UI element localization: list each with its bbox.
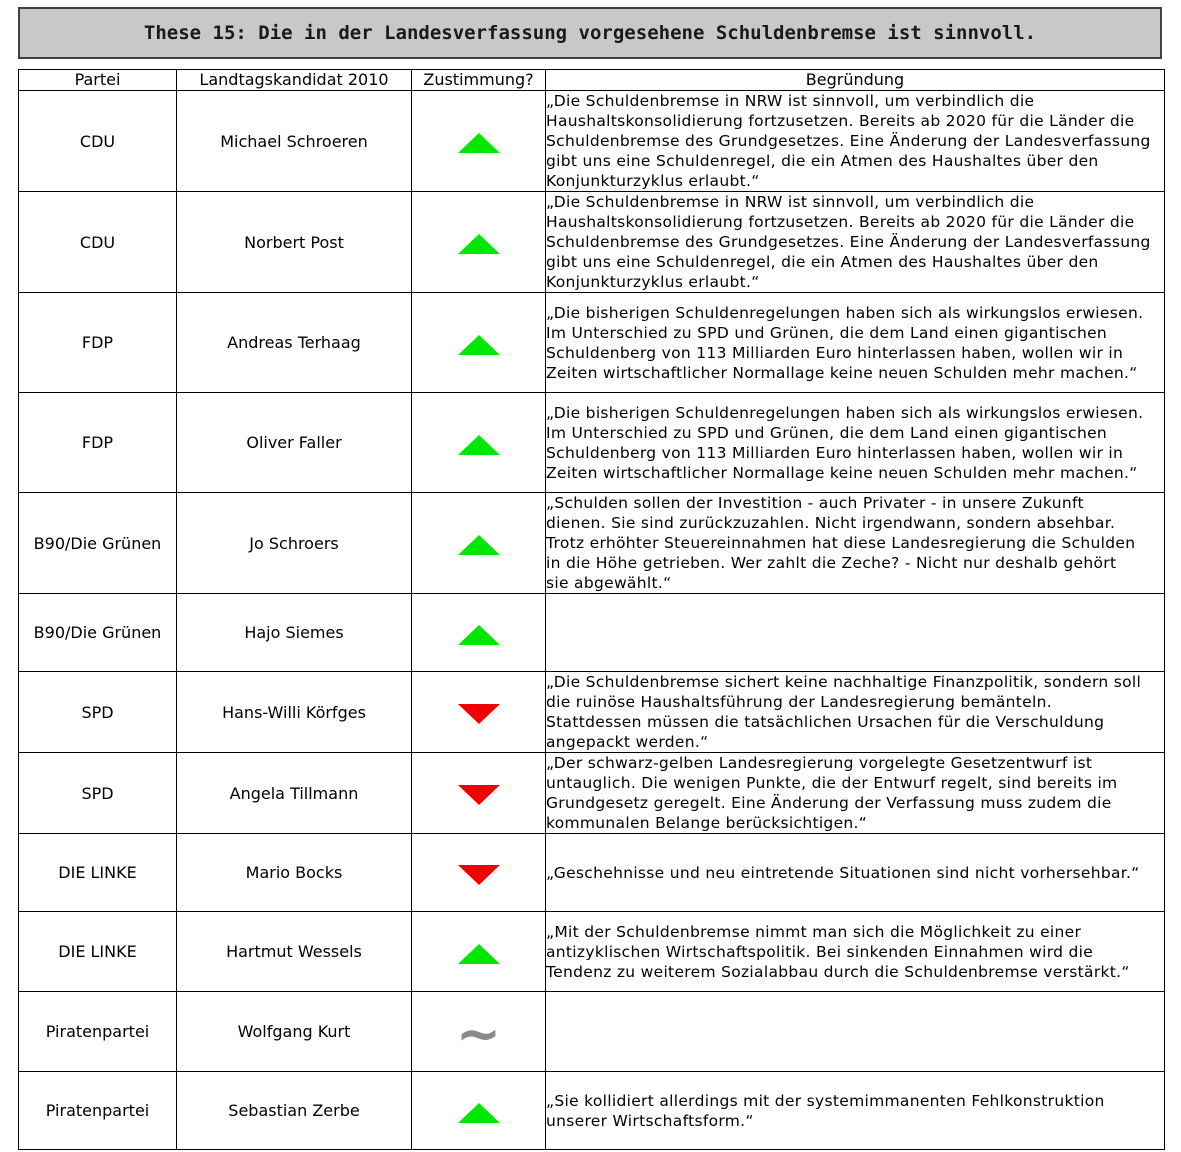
header-approval: Zustimmung?: [412, 70, 546, 91]
table-row: [19, 672, 1165, 753]
header-reason: Begründung: [546, 70, 1165, 91]
down-arrow-icon: [458, 785, 500, 805]
party-cell: CDU: [19, 91, 177, 192]
party-cell: DIE LINKE: [19, 912, 177, 992]
reason-cell: „Schulden sollen der Investition - auch Privater - in unsere Zukunft dienen. Sie sind zurückzuzahlen. Nicht irgendwann, sondern absehbar. Trotz erhöhter Steuereinnahmen hat diese Landesregierung die Schulden in die Höhe getrieben. Wer zahlt die Zeche? - Nicht nur deshalb gehört sie abgewählt.“: [546, 493, 1165, 594]
up-arrow-icon: [458, 1103, 500, 1123]
reason-cell: „Die Schuldenbremse in NRW ist sinnvoll, um verbindlich die Haushaltskonsolidierung fortzusetzen. Bereits ab 2020 für die Länder die Schuldenbremse des Grundgesetzes. Eine Änderung der Landesverfassung gibt uns eine Schuldenregel, die ein Atmen des Haushaltes über den Konjunkturzyklus erlaubt.“: [546, 91, 1165, 192]
down-arrow-icon: [458, 704, 500, 724]
table-row: [19, 493, 1165, 594]
up-arrow-icon: [458, 133, 500, 153]
candidate-cell: Michael Schroeren: [177, 91, 412, 192]
vote-cell: [412, 753, 546, 834]
down-arrow-icon: [458, 865, 500, 885]
header-party: Partei: [19, 70, 177, 91]
candidate-cell: Oliver Faller: [177, 393, 412, 493]
reason-cell: „Mit der Schuldenbremse nimmt man sich die Möglichkeit zu einer antizyklischen Wirtschaftspolitik. Bei sinkenden Einnahmen wird die Tendenz zu weiterem Sozialabbau durch die Schuldenbremse verstärkt.“: [546, 912, 1165, 992]
candidate-cell: Angela Tillmann: [177, 753, 412, 834]
reason-cell: [546, 992, 1165, 1072]
up-arrow-icon: [458, 335, 500, 355]
vote-cell: [412, 91, 546, 192]
header-row: [19, 70, 1165, 91]
party-cell: SPD: [19, 753, 177, 834]
table-row: [19, 192, 1165, 293]
vote-cell: [412, 1072, 546, 1150]
vote-cell: [412, 834, 546, 912]
table-row: [19, 753, 1165, 834]
vote-cell: [412, 992, 546, 1072]
candidate-cell: Norbert Post: [177, 192, 412, 293]
reason-cell: „Die bisherigen Schuldenregelungen haben sich als wirkungslos erwiesen. Im Unterschied zu SPD und Grünen, die dem Land einen gigantischen Schuldenberg von 113 Milliarden Euro hinterlassen haben, wollen wir in Zeiten wirtschaftlicher Normallage keine neuen Schulden mehr machen.“: [546, 393, 1165, 493]
party-cell: B90/Die Grünen: [19, 493, 177, 594]
vote-cell: [412, 594, 546, 672]
table-row: [19, 912, 1165, 992]
candidate-cell: Wolfgang Kurt: [177, 992, 412, 1072]
reason-cell: „Die Schuldenbremse sichert keine nachhaltige Finanzpolitik, sondern soll die ruinöse Haushaltsführung der Landesregierung bemänteln. Stattdessen müssen die tatsächlichen Ursachen für die Verschuldung angepackt werden.“: [546, 672, 1165, 753]
vote-cell: [412, 493, 546, 594]
table-row: [19, 393, 1165, 493]
up-arrow-icon: [458, 435, 500, 455]
party-cell: DIE LINKE: [19, 834, 177, 912]
candidate-cell: Hans-Willi Körfges: [177, 672, 412, 753]
party-cell: Piratenpartei: [19, 992, 177, 1072]
candidate-cell: Jo Schroers: [177, 493, 412, 594]
up-arrow-icon: [458, 234, 500, 254]
reason-cell: [546, 594, 1165, 672]
table-row: [19, 293, 1165, 393]
reason-cell: „Sie kollidiert allerdings mit der systemimmanenten Fehlkonstruktion unserer Wirtschaftsform.“: [546, 1072, 1165, 1150]
vote-cell: [412, 672, 546, 753]
party-cell: Piratenpartei: [19, 1072, 177, 1150]
up-arrow-icon: [458, 625, 500, 645]
party-cell: B90/Die Grünen: [19, 594, 177, 672]
positions-table: [18, 69, 1165, 1150]
candidate-cell: Mario Bocks: [177, 834, 412, 912]
candidate-cell: Andreas Terhaag: [177, 293, 412, 393]
table-row: [19, 834, 1165, 912]
tilde-icon: ~: [455, 1001, 502, 1065]
header-candidate: Landtagskandidat 2010: [177, 70, 412, 91]
vote-cell: [412, 393, 546, 493]
page-title: These 15: Die in der Landesverfassung vorgesehene Schuldenbremse ist sinnvoll.: [18, 7, 1162, 59]
reason-cell: „Die bisherigen Schuldenregelungen haben sich als wirkungslos erwiesen. Im Unterschied zu SPD und Grünen, die dem Land einen gigantischen Schuldenberg von 113 Milliarden Euro hinterlassen haben, wollen wir in Zeiten wirtschaftlicher Normallage keine neuen Schulden mehr machen.“: [546, 293, 1165, 393]
table-row: [19, 992, 1165, 1072]
table-row: [19, 91, 1165, 192]
candidate-cell: Hajo Siemes: [177, 594, 412, 672]
up-arrow-icon: [458, 944, 500, 964]
candidate-cell: Sebastian Zerbe: [177, 1072, 412, 1150]
vote-cell: [412, 293, 546, 393]
table-row: [19, 594, 1165, 672]
candidate-cell: Hartmut Wessels: [177, 912, 412, 992]
reason-cell: „Der schwarz-gelben Landesregierung vorgelegte Gesetzentwurf ist untauglich. Die wenigen Punkte, die der Entwurf regelt, sind bereits im Grundgesetz geregelt. Eine Änderung der Verfassung muss zudem die kommunalen Belange berücksichtigen.“: [546, 753, 1165, 834]
reason-cell: „Die Schuldenbremse in NRW ist sinnvoll, um verbindlich die Haushaltskonsolidierung fortzusetzen. Bereits ab 2020 für die Länder die Schuldenbremse des Grundgesetzes. Eine Änderung der Landesverfassung gibt uns eine Schuldenregel, die ein Atmen des Haushaltes über den Konjunkturzyklus erlaubt.“: [546, 192, 1165, 293]
table-row: [19, 1072, 1165, 1150]
party-cell: FDP: [19, 393, 177, 493]
party-cell: SPD: [19, 672, 177, 753]
vote-cell: [412, 192, 546, 293]
vote-cell: [412, 912, 546, 992]
up-arrow-icon: [458, 535, 500, 555]
party-cell: CDU: [19, 192, 177, 293]
party-cell: FDP: [19, 293, 177, 393]
reason-cell: „Geschehnisse und neu eintretende Situationen sind nicht vorhersehbar.“: [546, 834, 1165, 912]
